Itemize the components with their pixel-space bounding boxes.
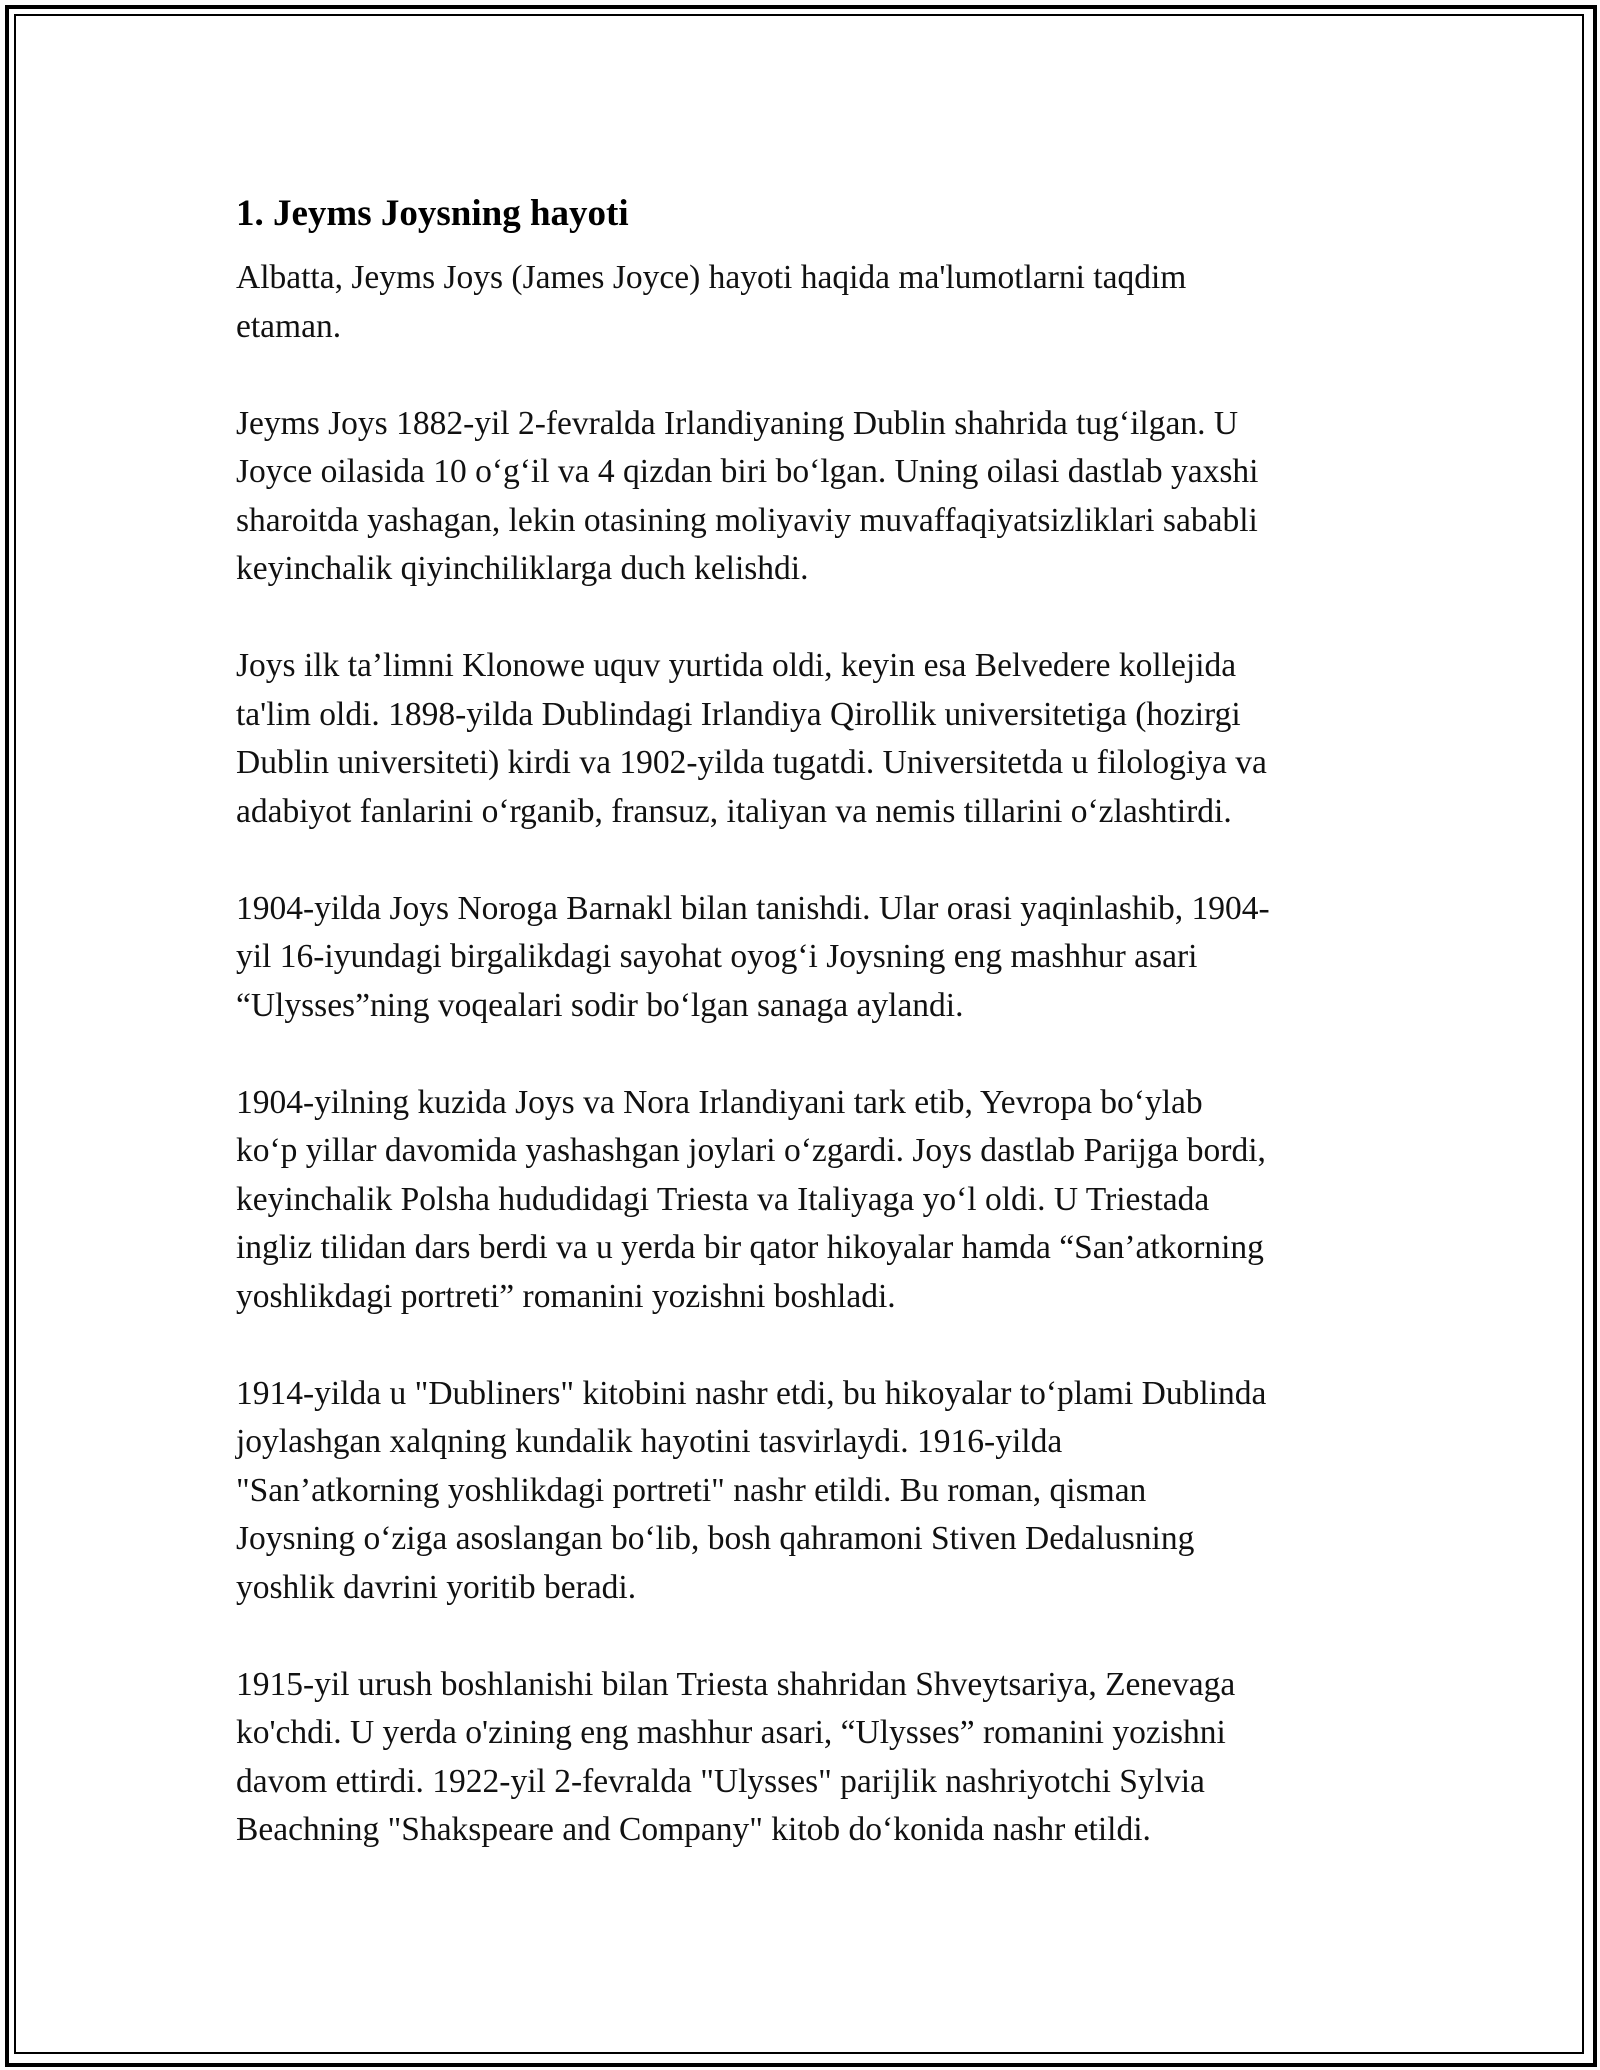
section-heading: 1. Jeyms Joysning hayoti — [236, 193, 629, 234]
document-body — [236, 186, 1386, 1903]
text-line: "San’atkorning yoshlikdagi portreti" nashr etildi. Bu roman, qisman — [236, 1471, 1147, 1509]
text-line: yoshlikdagi portreti” romanini yozishni boshladi. — [236, 1277, 896, 1315]
text-line: Dublin universiteti) kirdi va 1902-yilda tugatdi. Universitetda u filologiya va — [236, 744, 1267, 781]
text-line: ko‘p yillar davomida yashashgan joylari o‘zgardi. Joys dastlab Parijga bordi, — [236, 1132, 1266, 1169]
text-line: 1904-yilda Joys Noroga Barnakl bilan tanishdi. Ular orasi yaqinlashib, 1904- — [236, 889, 1270, 927]
text-line: Jeyms Joys 1882-yil 2-fevralda Irlandiyaning Dublin shahrida tug‘ilgan. U — [236, 404, 1239, 442]
text-line: ingliz tilidan dars berdi va u yerda bir qator hikoyalar hamda “San’atkorning — [236, 1229, 1264, 1266]
text-line: keyinchalik Polsha hududidagi Triesta va Italiyaga yo‘l oldi. U Triestada — [236, 1180, 1210, 1218]
text-line: ko'chdi. U yerda o'zining eng mashhur asari, “Ulysses” romanini yozishni — [236, 1714, 1226, 1751]
text-line: adabiyot fanlarini o‘rganib, fransuz, italiyan va nemis tillarini o‘zlashtirdi. — [236, 792, 1232, 830]
text-line: 1915-yil urush boshlanishi bilan Triesta shahridan Shveytsariya, Zenevaga — [236, 1665, 1236, 1703]
text-line: Beachning "Shakspeare and Company" kitob do‘konida nashr etildi. — [236, 1811, 1151, 1848]
text-line: etaman. — [236, 307, 342, 345]
paragraph-education — [236, 642, 1386, 836]
text-line: davom ettirdi. 1922-yil 2-fevralda "Ulysses" parijlik nashriyotchi Sylvia — [236, 1762, 1205, 1800]
text-line: Joyce oilasida 10 o‘g‘il va 4 qizdan biri bo‘lgan. Uning oilasi dastlab yaxshi — [236, 453, 1259, 490]
text-line: Joysning o‘ziga asoslangan bo‘lib, bosh qahramoni Stiven Dedalusning — [236, 1520, 1195, 1557]
text-line: ta'lim oldi. 1898-yilda Dublindagi Irlandiya Qirollik universitetiga (hozirgi — [236, 695, 1241, 733]
paragraph-birth — [236, 400, 1386, 594]
text-line: “Ulysses”ning voqealari sodir bo‘lgan sanaga aylandi. — [236, 986, 964, 1024]
text-line: 1904-yilning kuzida Joys va Nora Irlandiyani tark etib, Yevropa bo‘ylab — [236, 1083, 1203, 1121]
text-line: joylashgan xalqning kundalik hayotini tasvirlaydi. 1916-yilda — [236, 1423, 1063, 1460]
paragraph-ulysses — [236, 1661, 1386, 1855]
text-line: Joys ilk ta’limni Klonowe uquv yurtida oldi, keyin esa Belvedere kollejida — [236, 647, 1237, 684]
paragraph-dubliners — [236, 1370, 1386, 1613]
text-line: Albatta, Jeyms Joys (James Joyce) hayoti haqida ma'lumotlarni taqdim — [236, 259, 1187, 296]
paragraph-nora — [236, 885, 1386, 1031]
text-line: 1914-yilda u "Dubliners" kitobini nashr etdi, bu hikoyalar to‘plami Dublinda — [236, 1374, 1267, 1412]
paragraph-intro — [236, 254, 1386, 351]
text-line: yoshlik davrini yoritib beradi. — [236, 1568, 637, 1606]
text-line: keyinchalik qiyinchiliklarga duch kelishdi. — [236, 550, 809, 587]
text-line: yil 16-iyundagi birgalikdagi sayohat oyog‘i Joysning eng mashhur asari — [236, 938, 1198, 975]
paragraph-europe — [236, 1079, 1386, 1322]
text-line: sharoitda yashagan, lekin otasining moliyaviy muvaffaqiyatsizliklari sababli — [236, 501, 1258, 539]
